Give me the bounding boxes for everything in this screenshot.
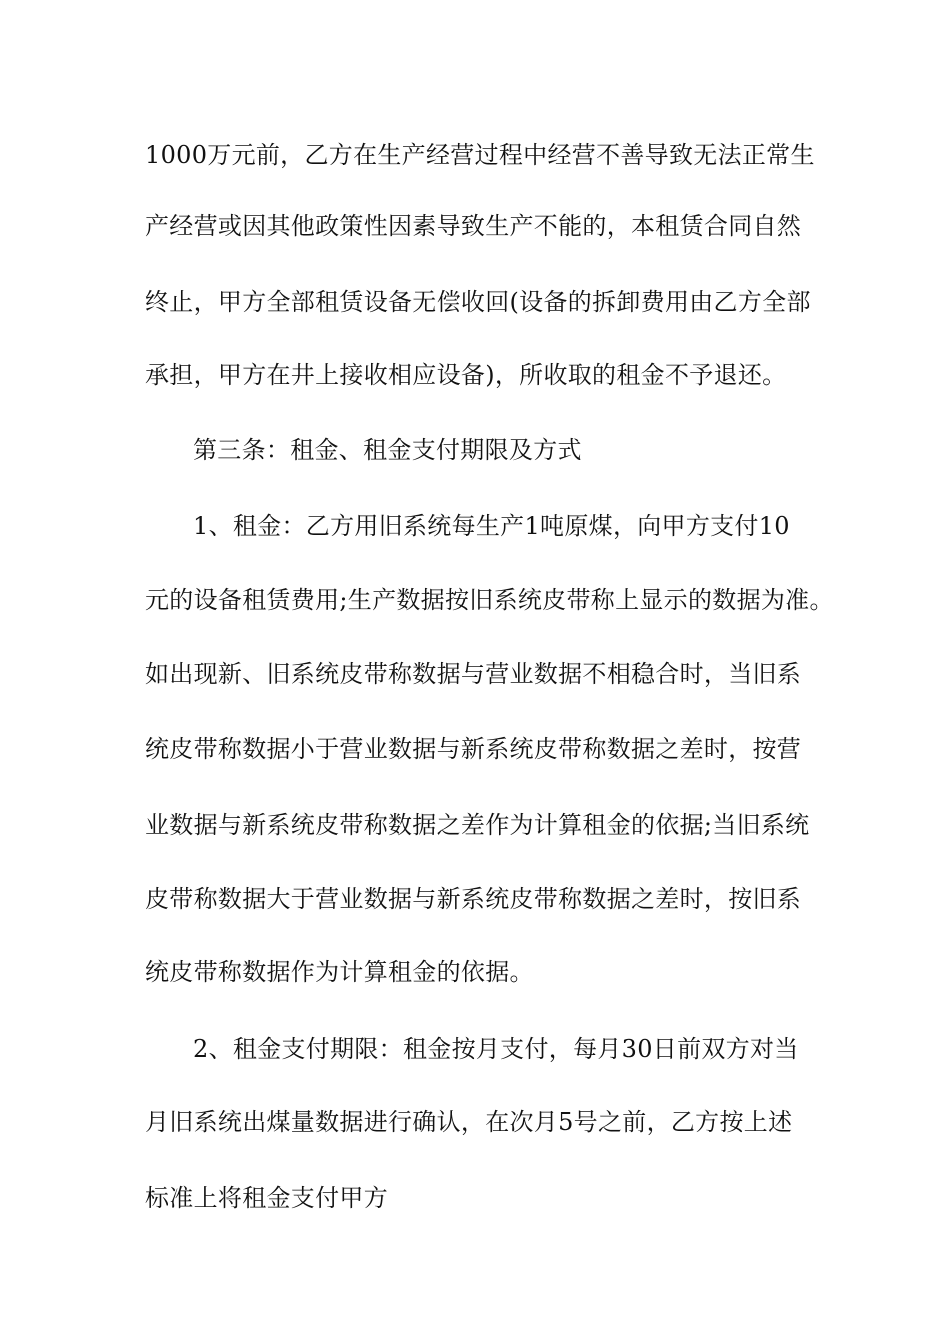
clause-2-line-3: 标准上将租金支付甲方 [145,1184,388,1212]
clause-2-line-1: 2、租金支付期限：租金按月支付，每月30日前双方对当 [193,1035,799,1063]
clause-1-line-2: 元的设备租赁费用;生产数据按旧系统皮带称上显示的数据为准。 [145,586,834,614]
paragraph-line-3: 终止，甲方全部租赁设备无偿收回(设备的拆卸费用由乙方全部 [145,288,811,316]
section-heading-article-3: 第三条：租金、租金支付期限及方式 [193,436,582,464]
clause-1-line-4: 统皮带称数据小于营业数据与新系统皮带称数据之差时，按营 [145,735,802,763]
clause-2-line-2: 月旧系统出煤量数据进行确认，在次月5号之前，乙方按上述 [145,1108,793,1136]
paragraph-line-2: 产经营或因其他政策性因素导致生产不能的，本租赁合同自然 [145,212,802,240]
clause-1-line-7: 统皮带称数据作为计算租金的依据。 [145,958,534,986]
paragraph-line-1: 1000万元前，乙方在生产经营过程中经营不善导致无法正常生 [145,141,815,169]
paragraph-line-4: 承担，甲方在井上接收相应设备)，所收取的租金不予退还。 [145,361,787,389]
clause-1-line-5: 业数据与新系统皮带称数据之差作为计算租金的依据;当旧系统 [145,811,810,839]
clause-1-line-3: 如出现新、旧系统皮带称数据与营业数据不相稳合时，当旧系 [145,660,802,688]
clause-1-line-1: 1、租金：乙方用旧系统每生产1吨原煤，向甲方支付10 [193,512,790,540]
clause-1-line-6: 皮带称数据大于营业数据与新系统皮带称数据之差时，按旧系 [145,885,802,913]
